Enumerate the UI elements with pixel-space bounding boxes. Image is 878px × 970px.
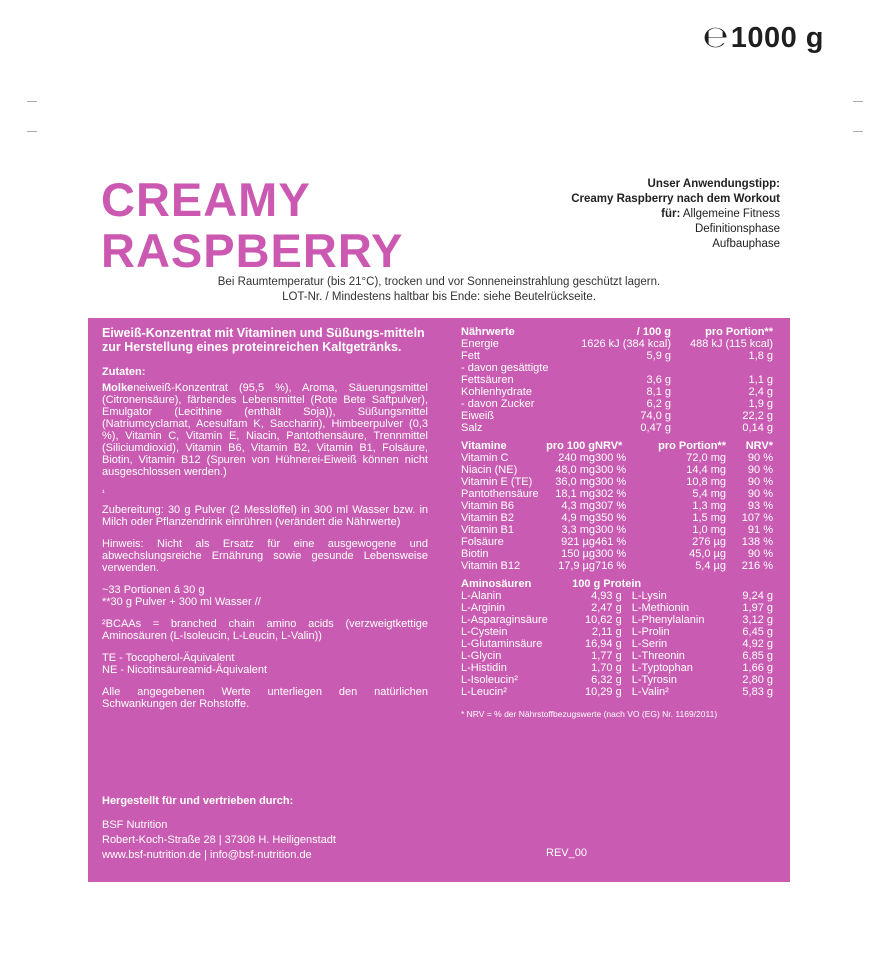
amino-header-row [461, 578, 773, 590]
vitamins-cell: 5,4 µg [695, 560, 726, 572]
manufacturer-web: www.bsf-nutrition.de | info@bsf-nutrition.de [102, 849, 312, 861]
bcaa-text: ²BCAAs = branched chain amino acids (verzweigtkettige Aminosäuren (L-Isoleucin, L-Leucin, L-Valin)) [102, 618, 428, 642]
amino-row [461, 674, 773, 686]
vitamins-row [461, 476, 773, 488]
amino-cell: 3,12 g [742, 614, 773, 626]
vitamins-cell: 48,0 mg [555, 464, 595, 476]
weight-value: 1000 g [730, 22, 824, 54]
nutrition-cell: 1,8 g [748, 350, 773, 362]
nutrition-row [461, 350, 773, 362]
vitamins-cell: 350 % [595, 512, 627, 524]
vitamins-cell: 461 % [595, 536, 627, 548]
vitamins-cell: 276 µg [692, 536, 726, 548]
nutrition-row [461, 338, 773, 350]
estimated-sign-icon: ℮ [702, 20, 729, 55]
amino-cell: 6,85 g [742, 650, 773, 662]
amino-row [461, 686, 773, 698]
ingredients-bold: Molke [102, 382, 134, 394]
amino-cell: 1,77 g [591, 650, 622, 662]
vitamins-cell: Vitamin B12 [461, 560, 521, 572]
nutrition-cell: 1,9 g [748, 398, 773, 410]
vitamins-row [461, 512, 773, 524]
storage-info [88, 275, 790, 305]
nutrition-cell [671, 362, 773, 374]
nutrition-cell: 5,9 g [646, 350, 671, 362]
amino-cell: L-Valin² [631, 686, 669, 698]
vitamins-header: NRV* [745, 440, 773, 452]
vitamins-header-row [461, 440, 773, 452]
crop-mark [27, 101, 37, 102]
vitamins-cell: 4,9 mg [561, 512, 595, 524]
nutrition-cell: 74,0 g [640, 410, 671, 422]
nrv-footnote: * NRV = % der Nährstoffbezugswerte (nach VO (EG) Nr. 1169/2011) [461, 709, 718, 719]
info-panel [88, 318, 790, 882]
ingredients-heading: Zutaten: [102, 366, 146, 378]
nutrition-cell: 1626 kJ (384 kcal) [581, 338, 671, 350]
amino-cell: L-Glutaminsäure [461, 638, 543, 650]
storage-line2: LOT-Nr. / Mindestens haltbar bis Ende: siehe Beutelrückseite. [282, 291, 596, 303]
crop-mark [853, 101, 863, 102]
vitamins-cell: 90 % [747, 476, 773, 488]
nutrition-cell: 3,6 g [646, 374, 671, 386]
product-title-line2: RASPBERRY [101, 224, 404, 277]
nutrition-header: Nährwerte [461, 326, 515, 338]
amino-cell: L-Prolin [631, 626, 670, 638]
vitamins-cell: 150 µg [561, 548, 595, 560]
amino-cell: 6,32 g [591, 674, 622, 686]
amino-row [461, 602, 773, 614]
vitamins-cell: Folsäure [461, 536, 504, 548]
nutrition-cell: 0,14 g [742, 422, 773, 434]
vitamins-cell: 72,0 mg [686, 452, 726, 464]
vitamins-cell: Vitamin C [461, 452, 509, 464]
vitamins-cell: 90 % [747, 488, 773, 500]
vitamins-cell: 300 % [595, 464, 627, 476]
vitamins-cell: 17,9 µg [558, 560, 595, 572]
amino-cell: L-Typtophan [631, 662, 693, 674]
vitamins-cell: 91 % [747, 524, 773, 536]
vitamins-cell: 90 % [747, 464, 773, 476]
tip-for-value: Allgemeine Fitness [682, 208, 780, 220]
manufacturer-name: BSF Nutrition [102, 819, 168, 831]
nutrition-cell: 488 kJ (115 kcal) [690, 338, 773, 350]
amino-cell: 5,83 g [742, 686, 773, 698]
ingredients-text [102, 382, 428, 478]
nutrition-header-row [461, 326, 773, 338]
vitamins-row [461, 464, 773, 476]
tip-for-label: für: [661, 208, 681, 220]
manufacturer [102, 794, 336, 863]
nutrition-cell: Fettsäuren [461, 374, 514, 386]
nutrition-row [461, 422, 773, 434]
vitamins-row [461, 452, 773, 464]
vitamins-row [461, 500, 773, 512]
amino-cell: 2,47 g [591, 602, 622, 614]
nutrition-cell: Energie [461, 338, 499, 350]
revision: REV_00 [546, 847, 587, 859]
vitamins-cell: 5,4 mg [692, 488, 726, 500]
vitamins-cell: 921 µg [561, 536, 595, 548]
amino-cell: 2,11 g [591, 626, 622, 638]
vitamins-cell: 307 % [595, 500, 627, 512]
amino-cell: L-Cystein [461, 626, 508, 638]
vitamins-header: pro 100 g [546, 440, 595, 452]
amino-cell: 1,66 g [742, 662, 773, 674]
vitamins-cell: 302 % [595, 488, 627, 500]
amino-row [461, 650, 773, 662]
crop-mark [853, 131, 863, 132]
product-intro: Eiweiß-Konzentrat mit Vitaminen und Süßungs-mitteln zur Herstellung eines proteinreichen Kaltgetränks. [102, 326, 425, 354]
nutrition-facts [461, 326, 773, 720]
amino-table [461, 578, 773, 698]
vitamins-cell: Biotin [461, 548, 489, 560]
nutrition-cell: Eiweiß [461, 410, 495, 422]
nutrition-cell: - davon gesättigte [461, 362, 549, 374]
nutrition-row [461, 362, 773, 374]
nutrition-row [461, 374, 773, 386]
amino-row [461, 626, 773, 638]
vitamins-cell: 90 % [747, 452, 773, 464]
vitamins-header: pro Portion** [658, 440, 726, 452]
vitamins-row [461, 524, 773, 536]
amino-cell: 1,70 g [591, 662, 622, 674]
amino-cell: L-Methionin [631, 602, 690, 614]
vitamins-cell: 93 % [747, 500, 773, 512]
vitamins-cell: 10,8 mg [686, 476, 726, 488]
vitamins-cell: 3,3 mg [561, 524, 595, 536]
product-description [102, 326, 428, 720]
vitamins-cell: 1,0 mg [692, 524, 726, 536]
amino-cell: 10,29 g [585, 686, 622, 698]
vitamins-cell: 240 mg [558, 452, 595, 464]
nutrition-row [461, 398, 773, 410]
te-text: TE - Tocopherol-Äquivalent [102, 652, 235, 664]
nutrition-header: pro Portion** [705, 326, 773, 338]
amino-cell: L-Phenylalanin [631, 614, 705, 626]
tip-for-value: Aufbauphase [712, 238, 780, 250]
tip-for-value: Definitionsphase [694, 223, 780, 235]
usage-tip [520, 177, 780, 252]
amino-cell: L-Serin [631, 638, 668, 650]
tip-heading: Unser Anwendungstipp: [647, 178, 780, 190]
vitamins-cell: 107 % [741, 512, 773, 524]
amino-cell: L-Asparaginsäure [461, 614, 548, 626]
amino-cell: 10,62 g [585, 614, 622, 626]
amino-row [461, 638, 773, 650]
amino-cell: L-Histidin [461, 662, 507, 674]
nutrition-cell: - davon Zucker [461, 398, 535, 410]
nutrition-cell: 22,2 g [742, 410, 773, 422]
vitamins-table [461, 440, 773, 572]
vitamins-cell: 18,1 mg [555, 488, 595, 500]
product-title-line1: CREAMY [101, 173, 311, 226]
amino-cell: 1,97 g [742, 602, 773, 614]
nutrition-cell: Kohlenhydrate [461, 386, 532, 398]
vitamins-cell: 138 % [741, 536, 773, 548]
crop-mark [27, 131, 37, 132]
vitamins-cell: 216 % [741, 560, 773, 572]
amino-row [461, 662, 773, 674]
amino-cell: L-Lysin [631, 590, 667, 602]
ingredients-body: neiweiß-Konzentrat (95,5 %), Aroma, Säuerungsmittel (Citronensäure), färbendes Lebensmittel (Rote Bete Saftpulver), Emulgator (Lecithine (enthält Soja)), Süßungsmittel (Natriumcyclamat, Acesulfam K, Saccharin), Himbeerpulver (0,3 %), Vitamin C, Vitamin E, Niacin, Pantothensäure, Trennmittel (Siliciumdioxid), Vitamin B6, Vitamin B2, Vitamin B1, Folsäure, Biotin, Vitamin B12 (Spuren von Hühnerei-Eiweiß können nicht ausgeschlossen werden.) [102, 382, 428, 478]
vitamins-row [461, 560, 773, 572]
amino-row [461, 590, 773, 602]
amino-header: 100 g Protein [572, 578, 642, 590]
manufacturer-address: Robert-Koch-Straße 28 | 37308 H. Heiligenstadt [102, 834, 336, 846]
nutrition-table [461, 326, 773, 434]
vitamins-row [461, 488, 773, 500]
nutrition-header: / 100 g [636, 326, 671, 338]
vitamins-cell: Vitamin E (TE) [461, 476, 533, 488]
vitamins-header: Vitamine [461, 440, 507, 452]
vitamins-cell: 1,3 mg [692, 500, 726, 512]
ne-text: NE - Nicotinsäureamid-Äquivalent [102, 664, 268, 676]
nutrition-cell: 2,4 g [748, 386, 773, 398]
amino-cell: L-Isoleucin² [461, 674, 518, 686]
amino-cell: 16,94 g [585, 638, 622, 650]
nutrition-cell: Fett [461, 350, 480, 362]
nutrition-cell: 8,1 g [646, 386, 671, 398]
amino-header: Aminosäuren [461, 578, 532, 590]
nutrition-cell: 1,1 g [748, 374, 773, 386]
preparation-text: Zubereitung: 30 g Pulver (2 Messlöffel) in 300 ml Wasser bzw. in Milch oder Pflanzendrink einrühren (verändert die Nährwerte) [102, 504, 428, 528]
vitamins-cell: 14,4 mg [686, 464, 726, 476]
hint-text: Hinweis: Nicht als Ersatz für eine ausgewogene und abwechslungsreiche Ernährung sowie gesunde Lebensweise verwenden. [102, 538, 428, 574]
vitamins-cell: 300 % [595, 548, 627, 560]
vitamins-cell: 4,3 mg [561, 500, 595, 512]
vitamins-row [461, 548, 773, 560]
amino-cell: 2,80 g [742, 674, 773, 686]
variation-text: Alle angegebenen Werte unterliegen den natürlichen Schwankungen der Rohstoffe. [102, 686, 428, 710]
vitamins-header: NRV* [595, 440, 623, 452]
amino-cell: 9,24 g [742, 590, 773, 602]
abbreviations [102, 652, 428, 676]
nutrition-row [461, 410, 773, 422]
nutrition-cell [571, 362, 671, 374]
product-title [101, 174, 403, 276]
vitamins-cell: 45,0 µg [689, 548, 726, 560]
vitamins-cell: Pantothensäure [461, 488, 539, 500]
manufacturer-heading: Hergestellt für und vertrieben durch: [102, 795, 294, 807]
amino-cell: L-Leucin² [461, 686, 507, 698]
nutrition-cell: Salz [461, 422, 483, 434]
portions-line2: **30 g Pulver + 300 ml Wasser // [102, 596, 261, 608]
amino-cell: 6,45 g [742, 626, 773, 638]
vitamins-cell: Niacin (NE) [461, 464, 518, 476]
amino-cell: 4,92 g [742, 638, 773, 650]
vitamins-cell: Vitamin B1 [461, 524, 514, 536]
vitamins-cell: Vitamin B2 [461, 512, 514, 524]
amino-cell: L-Tyrosin [631, 674, 677, 686]
vitamins-cell: Vitamin B6 [461, 500, 514, 512]
amino-cell: L-Glycin [461, 650, 502, 662]
vitamins-cell: 716 % [595, 560, 627, 572]
vitamins-cell: 1,5 mg [692, 512, 726, 524]
portions-line1: ~33 Portionen á 30 g [102, 584, 205, 596]
footnote-mark: ¹ [102, 488, 105, 497]
vitamins-cell: 300 % [595, 476, 627, 488]
storage-line1: Bei Raumtemperatur (bis 21°C), trocken und vor Sonneneinstrahlung geschützt lagern. [217, 276, 661, 288]
vitamins-cell: 300 % [595, 524, 627, 536]
vitamins-row [461, 536, 773, 548]
amino-row [461, 614, 773, 626]
nutrition-row [461, 386, 773, 398]
vitamins-cell: 90 % [747, 548, 773, 560]
amino-cell: 4,93 g [591, 590, 622, 602]
vitamins-cell: 300 % [595, 452, 627, 464]
nutrition-cell: 0,47 g [640, 422, 671, 434]
amino-cell: L-Arginin [461, 602, 506, 614]
amino-cell: L-Alanin [461, 590, 502, 602]
net-weight [703, 20, 824, 55]
vitamins-cell: 36,0 mg [555, 476, 595, 488]
nutrition-cell: 6,2 g [646, 398, 671, 410]
portions-text [102, 584, 428, 608]
amino-cell: L-Threonin [631, 650, 685, 662]
tip-line1: Creamy Raspberry nach dem Workout [571, 193, 780, 205]
